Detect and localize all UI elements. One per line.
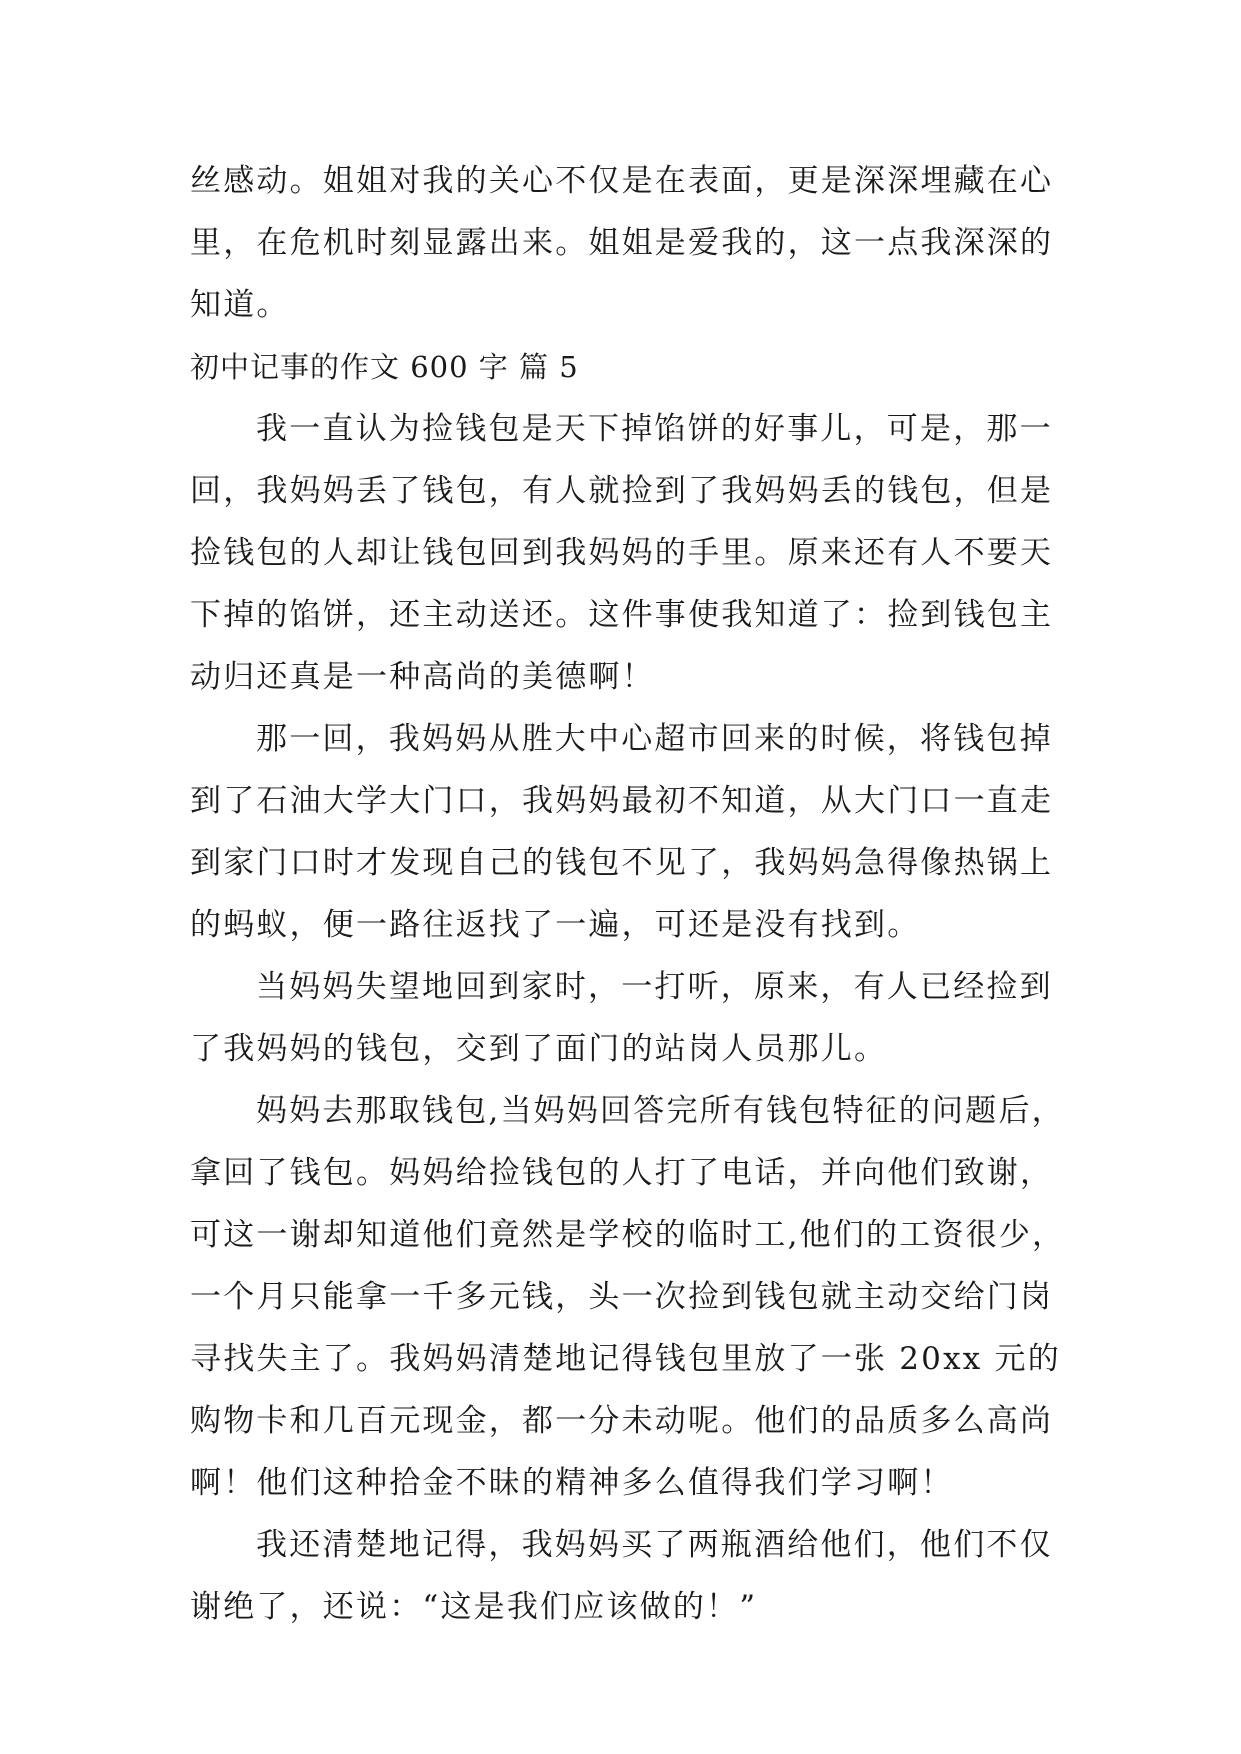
text-line: 购物卡和几百元现金，都一分未动呢。他们的品质多么高尚	[190, 1403, 1054, 1439]
text-line: 谢绝了，还说：“这是我们应该做的！”	[190, 1589, 758, 1625]
text-line: 里，在危机时刻显露出来。姐姐是爱我的，这一点我深深的	[190, 225, 1054, 261]
text-line: 到家门口时才发现自己的钱包不见了，我妈妈急得像热锅上	[190, 845, 1054, 881]
text-line: 的蚂蚁，便一路往返找了一遍，可还是没有找到。	[190, 907, 921, 943]
paragraph-start-line: 那一回，我妈妈从胜大中心超市回来的时候，将钱包掉	[256, 721, 1053, 757]
paragraph-start-line: 当妈妈失望地回到家时，一打听，原来，有人已经捡到	[256, 969, 1053, 1005]
text-line: 回，我妈妈丢了钱包，有人就捡到了我妈妈丢的钱包，但是	[190, 473, 1054, 509]
text-line: 动归还真是一种高尚的美德啊！	[190, 659, 655, 695]
section-heading: 初中记事的作文 600 字 篇 5	[190, 350, 579, 384]
paragraph-start-line: 我还清楚地记得，我妈妈买了两瓶酒给他们，他们不仅	[256, 1527, 1053, 1563]
text-line: 丝感动。姐姐对我的关心不仅是在表面，更是深深埋藏在心	[190, 163, 1054, 199]
text-line: 啊！他们这种拾金不昧的精神多么值得我们学习啊！	[190, 1465, 954, 1501]
paragraph-start-line: 我一直认为捡钱包是天下掉馅饼的好事儿，可是，那一	[256, 411, 1053, 447]
text-line: 一个月只能拿一千多元钱，头一次捡到钱包就主动交给门岗	[190, 1279, 1054, 1315]
text-line: 捡钱包的人却让钱包回到我妈妈的手里。原来还有人不要天	[190, 535, 1054, 571]
essay-text	[190, 150, 1070, 1638]
paragraph-start-line: 妈妈去那取钱包,当妈妈回答完所有钱包特征的问题后，	[256, 1093, 1065, 1129]
text-line: 寻找失主了。我妈妈清楚地记得钱包里放了一张 20xx 元的	[190, 1341, 1061, 1377]
text-line: 拿回了钱包。妈妈给捡钱包的人打了电话，并向他们致谢，	[190, 1155, 1054, 1191]
text-line: 下掉的馅饼，还主动送还。这件事使我知道了：捡到钱包主	[190, 597, 1054, 633]
text-line: 了我妈妈的钱包，交到了面门的站岗人员那儿。	[190, 1031, 888, 1067]
text-line: 可这一谢却知道他们竟然是学校的临时工,他们的工资很少，	[190, 1217, 1066, 1253]
text-line: 知道。	[190, 287, 290, 323]
text-line: 到了石油大学大门口，我妈妈最初不知道，从大门口一直走	[190, 783, 1054, 819]
